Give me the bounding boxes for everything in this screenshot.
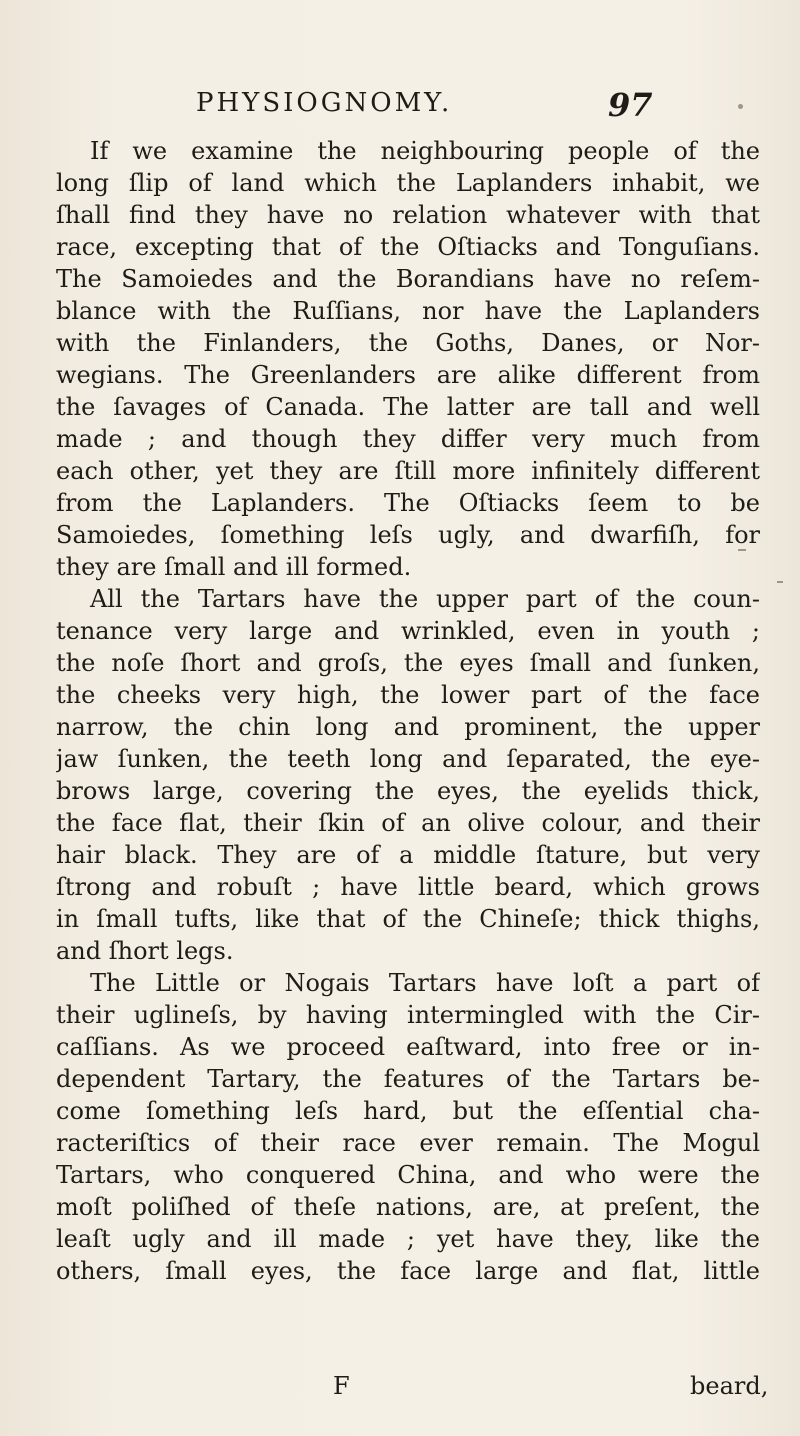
- text-line: and ſhort legs.: [56, 937, 234, 965]
- text-line: Samoiedes, ſomething leſs ugly, and dwarfiſh, for: [56, 521, 760, 549]
- text-line: made ; and though they differ very much from: [56, 425, 760, 453]
- text-line: others, ſmall eyes, the face large and flat, little: [56, 1257, 760, 1285]
- text-line: ſhall find they have no relation whatever with that: [56, 201, 760, 229]
- text-line: jaw ſunken, the teeth long and ſeparated, the eye-: [56, 745, 760, 773]
- text-line: the cheeks very high, the lower part of the face: [56, 681, 760, 709]
- text-line: leaſt ugly and ill made ; yet have they, like the: [56, 1225, 760, 1253]
- margin-mark: [738, 104, 743, 109]
- text-line: If we examine the neighbouring people of the: [90, 137, 760, 165]
- text-line: come ſomething leſs hard, but the eſſential cha-: [56, 1097, 760, 1125]
- text-line: the noſe ſhort and groſs, the eyes ſmall and ſunken,: [56, 649, 760, 677]
- page-footer: [0, 1372, 800, 1412]
- text-line: the ſavages of Canada. The latter are tall and well: [56, 393, 760, 421]
- text-line: tenance very large and wrinkled, even in youth ;: [56, 617, 760, 645]
- text-line: wegians. The Greenlanders are alike different from: [56, 361, 760, 389]
- text-line: blance with the Ruſſians, nor have the Laplanders: [56, 297, 760, 325]
- text-line: race, excepting that of the Oſtiacks and Tonguſians.: [56, 233, 760, 261]
- text-line: moſt poliſhed of theſe nations, are, at preſent, the: [56, 1193, 760, 1221]
- text-line: they are ſmall and ill formed.: [56, 553, 412, 581]
- text-line: brows large, covering the eyes, the eyelids thick,: [56, 777, 760, 805]
- text-line: ſtrong and robuſt ; have little beard, which grows: [56, 873, 760, 901]
- text-line: The Little or Nogais Tartars have loſt a part of: [90, 969, 760, 997]
- text-line: long ſlip of land which the Laplanders inhabit, we: [56, 169, 760, 197]
- text-line: racteriſtics of their race ever remain. The Mogul: [56, 1129, 760, 1157]
- text-line: All the Tartars have the upper part of the coun-: [90, 585, 760, 613]
- margin-mark: [777, 581, 783, 583]
- signature-mark: F: [333, 1372, 350, 1400]
- page-header: [0, 86, 800, 126]
- text-line: caſſians. As we proceed eaſtward, into free or in-: [56, 1033, 760, 1061]
- catchword: beard,: [690, 1372, 769, 1400]
- text-line: dependent Tartary, the features of the Tartars be-: [56, 1065, 760, 1093]
- body-text: [56, 135, 760, 1287]
- text-line: the face flat, their ſkin of an olive colour, and their: [56, 809, 760, 837]
- text-line: narrow, the chin long and prominent, the upper: [56, 713, 760, 741]
- text-line: Tartars, who conquered China, and who were the: [56, 1161, 760, 1189]
- text-line: each other, yet they are ſtill more infinitely different: [56, 457, 760, 485]
- margin-mark: [738, 549, 746, 551]
- text-line: The Samoiedes and the Borandians have no reſem-: [56, 265, 760, 293]
- text-line: their uglineſs, by having intermingled with the Cir-: [56, 1001, 760, 1029]
- text-line: from the Laplanders. The Oſtiacks ſeem to be: [56, 489, 760, 517]
- text-line: hair black. They are of a middle ſtature, but very: [56, 841, 760, 869]
- running-title: PHYSIOGNOMY.: [196, 88, 453, 118]
- text-line: in ſmall tufts, like that of the Chineſe; thick thighs,: [56, 905, 760, 933]
- page-number: 97: [608, 86, 653, 124]
- text-line: with the Finlanders, the Goths, Danes, or Nor-: [56, 329, 760, 357]
